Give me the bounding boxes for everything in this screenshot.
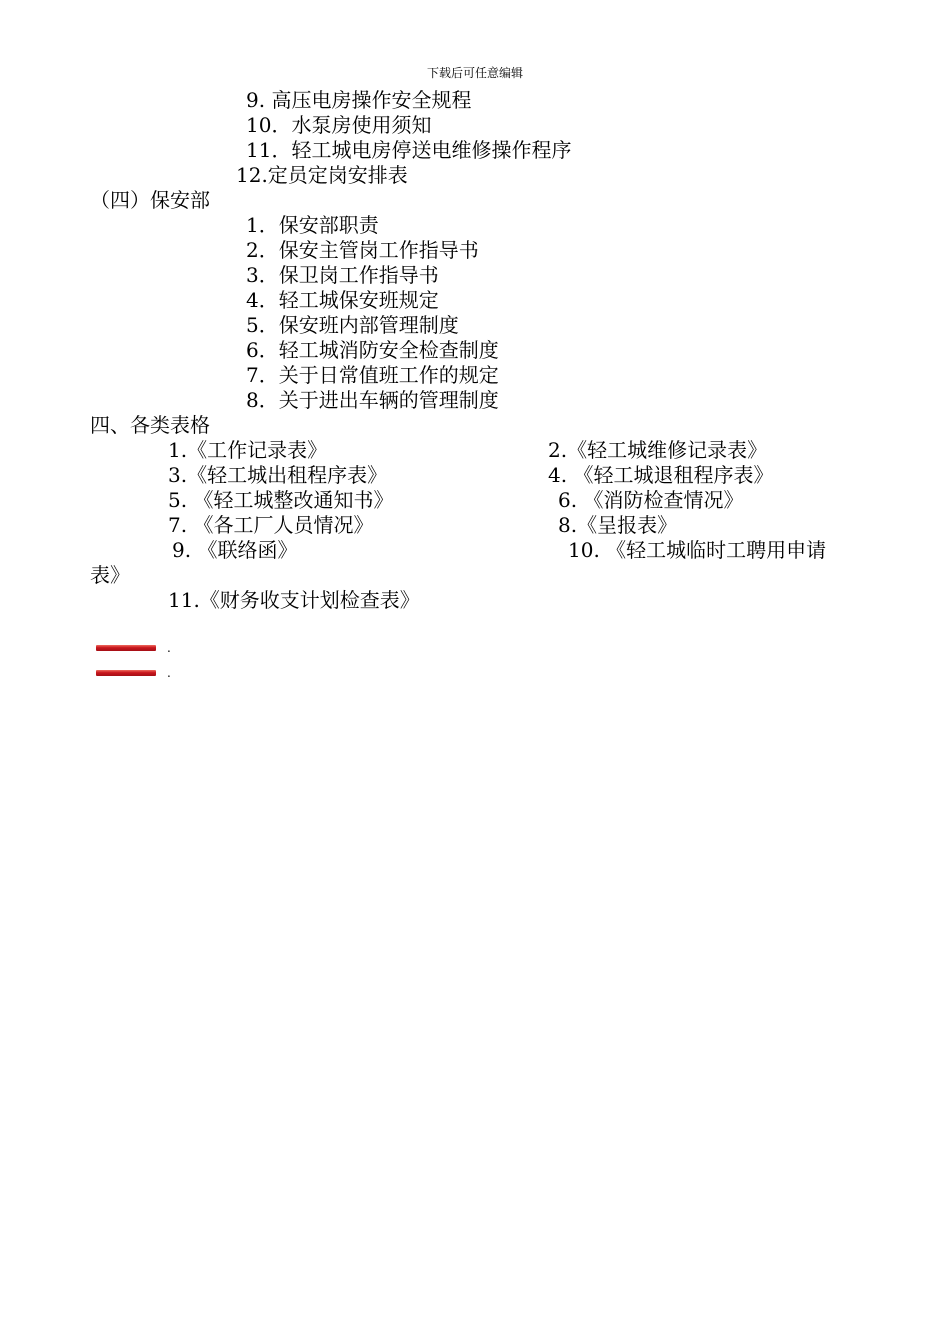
form-item: 6. 《消防检查情况》 <box>558 488 744 512</box>
list-item: 10．水泵房使用须知 <box>246 113 432 137</box>
part-heading: 四、各类表格 <box>90 413 210 437</box>
form-item: 11.《财务收支计划检查表》 <box>168 588 420 612</box>
list-item: 9. 高压电房操作安全规程 <box>246 88 472 112</box>
list-item: 1．保安部职责 <box>246 213 379 237</box>
list-item: 11．轻工城电房停送电维修操作程序 <box>246 138 572 162</box>
list-item: 4．轻工城保安班规定 <box>246 288 439 312</box>
list-item: 8．关于进出车辆的管理制度 <box>246 388 499 412</box>
form-item: 1.《工作记录表》 <box>168 438 328 462</box>
form-item: 7. 《各工厂人员情况》 <box>168 513 374 537</box>
form-item: 4. 《轻工城退租程序表》 <box>548 463 774 487</box>
form-item: 8.《呈报表》 <box>558 513 678 537</box>
form-item: 2.《轻工城维修记录表》 <box>548 438 768 462</box>
list-item: 5．保安班内部管理制度 <box>246 313 459 337</box>
red-bar-decoration <box>96 645 156 651</box>
footer-dot: . <box>167 641 171 655</box>
form-item: 5. 《轻工城整改通知书》 <box>168 488 394 512</box>
section-heading: （四）保安部 <box>90 188 210 212</box>
form-item: 3.《轻工城出租程序表》 <box>168 463 388 487</box>
form-item: 9. 《联络函》 <box>172 538 298 562</box>
list-item: 6．轻工城消防安全检查制度 <box>246 338 499 362</box>
form-item-continuation: 表》 <box>90 563 130 587</box>
list-item: 7．关于日常值班工作的规定 <box>246 363 499 387</box>
page-header: 下载后可任意编辑 <box>426 66 523 80</box>
red-bar-decoration <box>96 670 156 676</box>
list-item: 3．保卫岗工作指导书 <box>246 263 439 287</box>
form-item: 10. 《轻工城临时工聘用申请 <box>568 538 827 562</box>
list-item: 2．保安主管岗工作指导书 <box>246 238 479 262</box>
footer-dot: . <box>167 666 171 680</box>
list-item: 12.定员定岗安排表 <box>236 163 408 187</box>
